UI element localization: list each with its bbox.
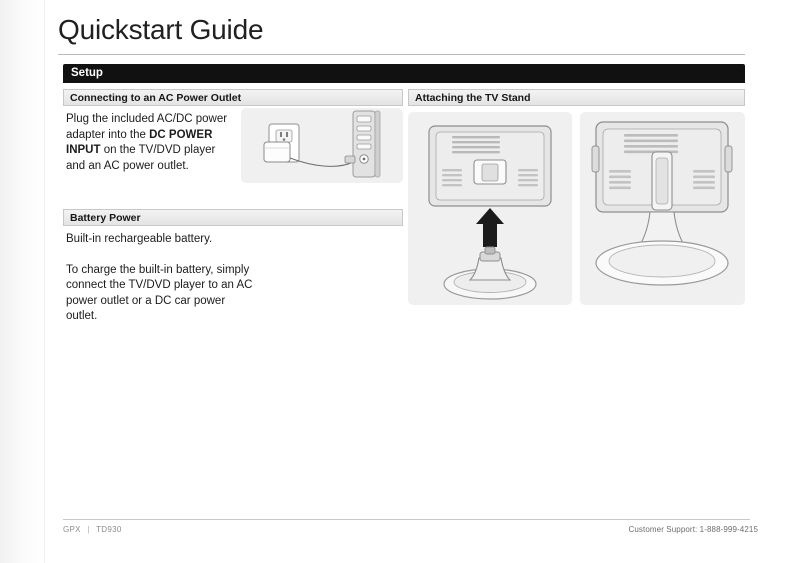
footer-separator: |: [87, 525, 90, 534]
section-header-label: Setup: [71, 67, 103, 79]
tv-stand-attach-step1-figure: [408, 112, 572, 305]
ac-outlet-block: [63, 112, 403, 190]
title-divider: [58, 54, 745, 55]
footer-brand-model: [63, 525, 122, 534]
page-spine-shading: [0, 0, 45, 563]
tv-stand-attach-step2-figure: [580, 112, 745, 305]
ac-text-before: Plug the included AC/DC power adapter into the: [66, 113, 228, 141]
battery-paragraph-2: To charge the built-in battery, simply connect the TV/DVD player to an AC power outlet or a DC car power outlet.: [66, 263, 253, 322]
footer-model: TD930: [96, 525, 122, 534]
section-header-setup: [63, 64, 745, 83]
right-column: [408, 89, 745, 305]
page-content: [58, 0, 758, 563]
battery-power-block: [63, 209, 403, 325]
subsection-header-battery: [63, 209, 403, 226]
ac-text-after: on the TV/DVD player and an AC power outlet.: [66, 144, 216, 172]
ac-text-bold: DC POWER INPUT: [66, 128, 213, 156]
subsection-header-battery-label: Battery Power: [70, 212, 141, 224]
subsection-header-tv-stand: [408, 89, 745, 106]
footer-divider: [63, 519, 750, 520]
ac-adapter-illustration: [241, 108, 403, 183]
footer-support-text: Customer Support: 1-888-999-4215: [628, 525, 758, 534]
footer-brand: GPX: [63, 525, 81, 534]
tv-stand-step2-illustration: [580, 112, 745, 305]
subsection-header-ac-outlet-label: Connecting to an AC Power Outlet: [70, 92, 242, 104]
page-title: Quickstart Guide: [58, 14, 264, 45]
tv-stand-figure-row: [408, 112, 745, 305]
battery-paragraph-1: Built-in rechargeable battery.: [66, 233, 213, 245]
ac-adapter-figure: [241, 108, 403, 183]
subsection-header-ac-outlet: [63, 89, 403, 106]
subsection-header-tv-stand-label: Attaching the TV Stand: [415, 92, 531, 104]
tv-stand-step1-illustration: [408, 112, 572, 305]
left-column: [63, 89, 403, 325]
ac-outlet-instruction-text: [66, 112, 234, 174]
